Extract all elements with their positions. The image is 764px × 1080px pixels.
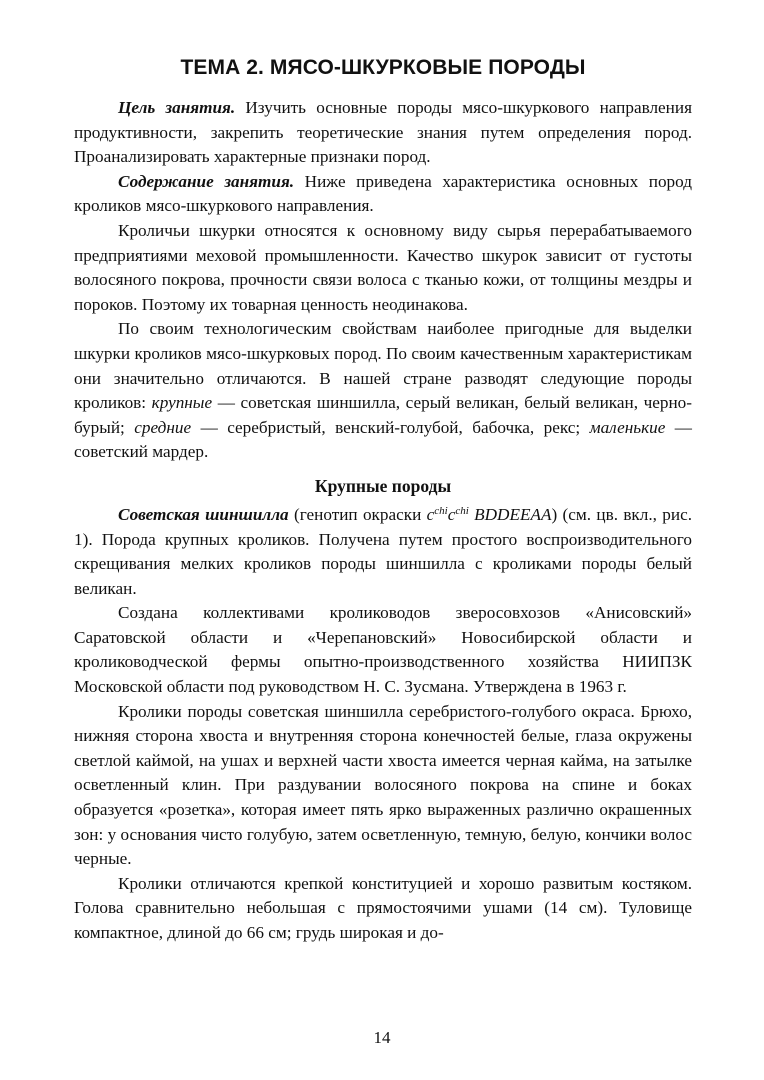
breeds-medium-text: — серебристый, венский-голубой, бабочка, рекс; [191, 417, 590, 437]
chinchilla-text-2: ) (см. цв. вкл., рис. 1). Порода крупных кроликов. Получена путем простого воспроизводительного скрещивания мелких кроликов породы шиншилла с кроликами породы белый великан. [74, 504, 692, 598]
genotype-formula [427, 505, 552, 524]
created-paragraph: Создана коллективами кролиководов зверосовхозов «Анисовский» Саратовской области и «Черепановский» Новосибирской области и кролиководческой фермы опытно-производственного хозяйства НИИПЗК Московской области под руководством Н. С. Зусмана. Утверждена в 1963 г. [74, 603, 692, 697]
body-paragraph: Кролики отличаются крепкой конституцией и хорошо развитым костяком. Голова сравнительно небольшая с прямостоячими ушами (14 см). Туловище компактное, длиной до 66 см; грудь широкая и до- [74, 873, 692, 942]
content-text: Ниже приведена характеристика основных пород кроликов мясо-шкуркового направления. [74, 171, 692, 216]
skins-paragraph: Кроличьи шкурки относятся к основному виду сырья перерабатываемого предприятиями меховой промышленности. Качество шкурок зависит от густоты волосяного покрова, прочности связи волоса с тканью кожи, от толщины мездры и пороков. Поэтому их товарная ценность неодинакова. [74, 220, 692, 314]
breeds-large-label: крупные [151, 393, 213, 413]
genotype-sup2: chi [455, 504, 469, 517]
breeds-medium-label: средние [134, 417, 192, 437]
breeds-small-text: — советский мардер. [74, 417, 692, 462]
genotype-c1: c [426, 504, 435, 524]
page-number: 14 [373, 1028, 391, 1047]
color-paragraph: Кролики породы советская шиншилла серебристого-голубого окраса. Брюхо, нижняя сторона хвоста и внутренняя сторона конечностей белые, глаза окружены светлой каймой, на ушах и верхней части хвоста имеется черная кайма, на затылке осветленный клин. При раздувании волосяного покрова на спине и боках образуется «розетка», которая имеет пять ярко выраженных различно окрашенных зон: у основания чисто голубую, затем осветленную, темную, белую, кончики волос черные. [74, 701, 692, 869]
content-label: Содержание занятия. [118, 171, 295, 191]
genotype-c2: c [447, 504, 456, 524]
genotype-sup1: chi [434, 504, 448, 517]
goal-label: Цель занятия. [118, 98, 236, 117]
goal-text: Изучить основные породы мясо-шкуркового направления продуктивности, закрепить теоретические знания путем определения пород. Проанализировать характерные признаки пород. [74, 98, 692, 167]
chinchilla-paragraph [74, 503, 692, 601]
chinchilla-name: Советская шиншилла [118, 504, 289, 524]
chinchilla-text-1: (генотип окраски [288, 504, 427, 524]
genotype-rest: BDDEEAA [468, 504, 552, 524]
breeds-large-text: — советская шиншилла, серый великан, белый великан, черно-бурый; [74, 393, 692, 437]
breeds-intro: По своим технологическим свойствам наиболее пригодные для выделки шкурки кроликов мясо-шкурковых пород. По своим качественным характеристикам они значительно отличаются. В нашей стране разводят следующие породы кроликов: [74, 319, 692, 413]
content-paragraph [74, 170, 692, 219]
breeds-small-label: маленькие [589, 417, 666, 437]
breeds-paragraph [74, 317, 692, 465]
section-heading: Крупные породы [314, 475, 452, 496]
goal-paragraph [74, 96, 692, 170]
document-page [74, 52, 692, 946]
page-title: ТЕМА 2. МЯСО-ШКУРКОВЫЕ ПОРОДЫ [180, 56, 586, 79]
